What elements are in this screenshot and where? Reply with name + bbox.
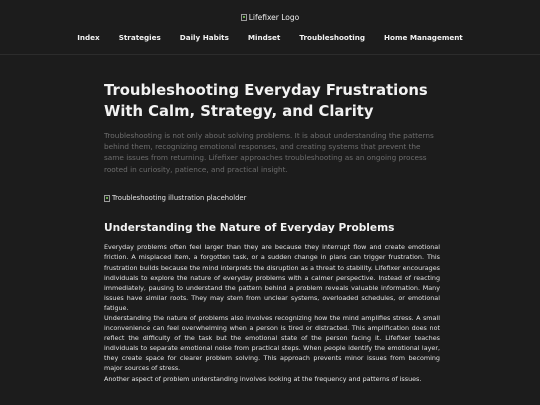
site-logo[interactable] (241, 13, 300, 22)
site-header (0, 0, 540, 55)
article (104, 80, 440, 384)
illustration-image (104, 194, 246, 202)
logo-alt-text: Lifefixer Logo (248, 12, 300, 22)
nav-link-index[interactable]: Index (77, 33, 100, 42)
logo-container (0, 0, 540, 24)
body-paragraph: Everyday problems often feel larger than they are because they interrupt flow and create emotional friction. A misplaced item, a forgotten task, or a sudden change in plans can trigger frustration. This frustration builds because the mind interprets the disruption as a threat to stability. Lifefixer encourages individuals to explore the nature of everyday problems with a calmer perspective. Instead of reacting immediately, pausing to understand the pattern behind a problem reveals valuable information. Many issues have similar roots. They may stem from unclear systems, overloaded schedules, or emotional fatigue. (104, 243, 440, 312)
section-heading: Understanding the Nature of Everyday Problems (104, 222, 395, 235)
broken-image-icon (104, 195, 110, 202)
nav-link-strategies[interactable]: Strategies (118, 33, 161, 42)
intro-paragraph: Troubleshooting is not only about solving problems. It is about understanding the patterns behind them, recognizing emotional responses, and creating systems that prevent the same issues from returning. Lifefixer approaches troubleshooting as an ongoing process rooted in curiosity, patience, and practical insight. (104, 131, 434, 174)
main-nav (0, 33, 540, 42)
page-title: Troubleshooting Everyday Frustrations With Calm, Strategy, and Clarity (104, 82, 428, 120)
broken-image-icon (241, 14, 247, 21)
illustration-alt-text: Troubleshooting illustration placeholder (112, 194, 247, 203)
nav-link-daily-habits[interactable]: Daily Habits (179, 33, 229, 42)
nav-link-troubleshooting[interactable]: Troubleshooting (299, 33, 366, 42)
body-paragraph: Understanding the nature of problems also involves recognizing how the mind amplifies stress. A small inconvenience can feel overwhelming when a person is tired or distracted. This amplification does not reflect the difficulty of the task but the emotional state of the person facing it. Lifefixer teaches individuals to separate emotional noise from practical steps. When people identify the emotional layer, they create space for clearer problem solving. This approach prevents minor issues from becoming major sources of stress. (104, 313, 440, 373)
nav-link-home-management[interactable]: Home Management (384, 33, 463, 42)
nav-link-mindset[interactable]: Mindset (247, 33, 281, 42)
body-paragraph: Another aspect of problem understanding involves looking at the frequency and patterns of issues. (104, 374, 422, 383)
